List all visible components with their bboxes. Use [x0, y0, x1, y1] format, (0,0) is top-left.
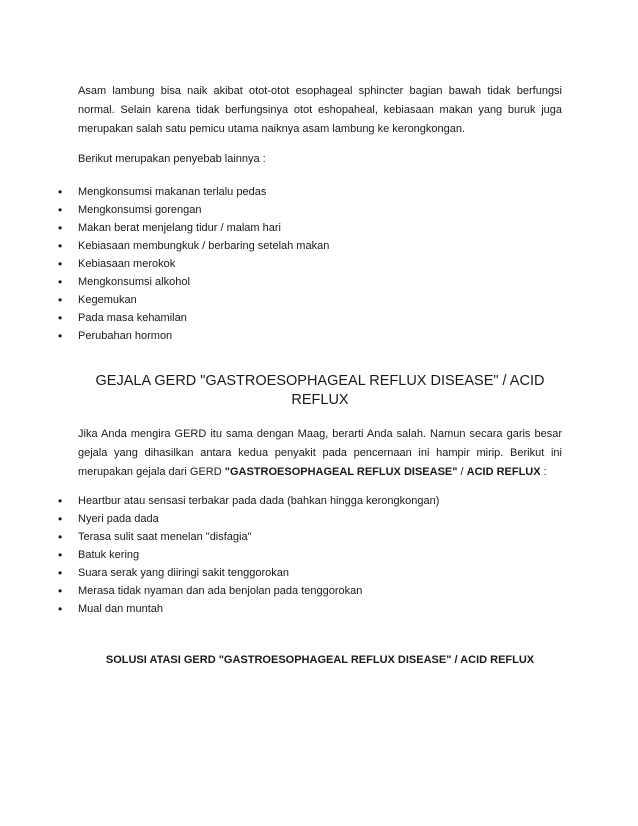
list-item: • Mengkonsumsi alkohol	[58, 275, 190, 289]
bullet-icon: •	[58, 257, 63, 271]
bullet-icon: •	[58, 239, 63, 253]
list-item: • Pada masa kehamilan	[58, 311, 187, 325]
list-item: • Suara serak yang diiringi sakit tenggorokan	[58, 566, 289, 580]
list-item: • Kegemukan	[58, 293, 137, 307]
list-item: • Batuk kering	[58, 548, 140, 562]
intro-paragraph: Asam lambung bisa naik akibat otot-otot esophageal sphincter bagian bawah tidak berfungsi normal. Selain karena tidak berfungsinya otot eshopaheal, kebiasaan makan yang buruk juga merupakan salah satu pemicu utama naiknya asam lambung ke kerongkongan.	[78, 85, 562, 135]
bullet-icon: •	[58, 584, 63, 598]
causes-label: Berikut merupakan penyebab lainnya :	[78, 153, 266, 165]
bullet-icon: •	[58, 548, 63, 562]
acid-reflux-bold: ACID REFLUX	[466, 466, 541, 478]
list-item: • Kebiasaan membungkuk / berbaring setelah makan	[58, 239, 330, 253]
list-item: • Mual dan muntah	[58, 602, 163, 616]
bullet-icon: •	[58, 311, 63, 325]
bullet-icon: •	[58, 602, 63, 616]
list-item: • Heartbur atau sensasi terbakar pada dada (bahkan hingga kerongkongan)	[58, 494, 440, 508]
causes-list	[0, 183, 638, 345]
solution-heading: SOLUSI ATASI GERD "GASTROESOPHAGEAL REFLUX DISEASE" / ACID REFLUX	[105, 654, 535, 666]
list-item: • Terasa sulit saat menelan "disfagia"	[58, 530, 252, 544]
bullet-icon: •	[58, 566, 63, 580]
gerd-term-bold: "GASTROESOPHAGEAL REFLUX DISEASE"	[224, 466, 458, 478]
list-item: • Mengkonsumsi gorengan	[58, 203, 202, 217]
bullet-icon: •	[58, 530, 63, 544]
symptoms-paragraph: Jika Anda mengira GERD itu sama dengan Maag, berarti Anda salah. Namun secara garis besar gejala yang dihasilkan antara kedua penyakit pada pencernaan ini hampir mirip. Berikut ini merupakan gejala dari GERD "GASTROESOPHAGEAL REFLUX DISEASE" / ACID REFLUX :	[78, 428, 562, 478]
bullet-icon: •	[58, 494, 63, 508]
list-item: • Kebiasaan merokok	[58, 257, 176, 271]
bullet-icon: •	[58, 185, 63, 199]
bullet-icon: •	[58, 512, 63, 526]
symptoms-heading: GEJALA GERD "GASTROESOPHAGEAL REFLUX DISEASE" / ACID REFLUX	[95, 373, 545, 408]
bullet-icon: •	[58, 329, 63, 343]
bullet-icon: •	[58, 293, 63, 307]
list-item: • Makan berat menjelang tidur / malam hari	[58, 221, 281, 235]
list-item: • Nyeri pada dada	[58, 512, 159, 526]
list-item: • Merasa tidak nyaman dan ada benjolan pada tenggorokan	[58, 584, 363, 598]
symptoms-list	[0, 492, 638, 618]
bullet-icon: •	[58, 203, 63, 217]
bullet-icon: •	[58, 221, 63, 235]
list-item: • Mengkonsumsi makanan terlalu pedas	[58, 185, 267, 199]
bullet-icon: •	[58, 275, 63, 289]
list-item: • Perubahan hormon	[58, 329, 173, 343]
